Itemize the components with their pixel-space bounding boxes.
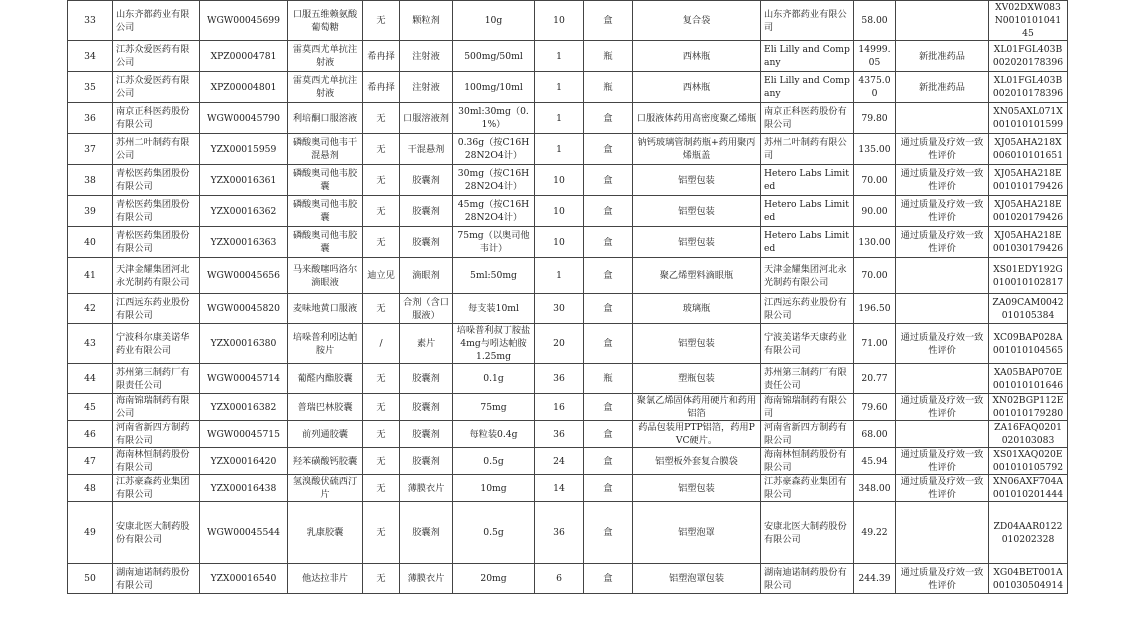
- cell-pack: 玻璃瓶: [633, 294, 761, 324]
- cell-no: 41: [68, 258, 113, 294]
- cell-form: 素片: [400, 324, 453, 364]
- cell-note: 通过质量及疗效一致性评价: [896, 196, 989, 227]
- table-row: [68, 421, 1068, 448]
- cell-form: 薄膜衣片: [400, 564, 453, 594]
- cell-brand: 无: [363, 394, 400, 421]
- cell-no: 47: [68, 448, 113, 475]
- cell-price: 49.22: [854, 502, 896, 564]
- cell-pack: 聚氯乙烯固体药用硬片和药用铝箔: [633, 394, 761, 421]
- cell-id: XL01FGL403B002010178396: [989, 72, 1068, 103]
- cell-unit: 瓶: [584, 72, 633, 103]
- cell-mfr: 江苏豪森药业集团有限公司: [761, 475, 854, 502]
- cell-id: XS01XAQ020E001010105792: [989, 448, 1068, 475]
- cell-note: [896, 364, 989, 394]
- cell-unit: 盒: [584, 475, 633, 502]
- cell-spec: 每支装10ml: [453, 294, 535, 324]
- cell-code: YZX00015959: [200, 134, 288, 165]
- cell-form: 干混悬剂: [400, 134, 453, 165]
- table-body: [68, 1, 1068, 594]
- cell-note: 新批准药品: [896, 41, 989, 72]
- cell-mfr: 安康北医大制药股份有限公司: [761, 502, 854, 564]
- cell-brand: 无: [363, 196, 400, 227]
- cell-spec: 10mg: [453, 475, 535, 502]
- cell-note: 新批准药品: [896, 72, 989, 103]
- cell-no: 37: [68, 134, 113, 165]
- cell-qty: 1: [535, 134, 584, 165]
- cell-company: 山东齐都药业有限公司: [113, 1, 200, 41]
- cell-qty: 30: [535, 294, 584, 324]
- cell-qty: 1: [535, 41, 584, 72]
- cell-company: 湖南迪诺制药股份有限公司: [113, 564, 200, 594]
- cell-spec: 500mg/50ml: [453, 41, 535, 72]
- cell-spec: 30ml:30mg（0.1%）: [453, 103, 535, 134]
- cell-spec: 75mg: [453, 394, 535, 421]
- cell-spec: 0.5g: [453, 448, 535, 475]
- cell-id: XL01FGL403B002020178396: [989, 41, 1068, 72]
- cell-note: [896, 294, 989, 324]
- cell-spec: 75mg（以奥司他韦计）: [453, 227, 535, 258]
- cell-price: 20.77: [854, 364, 896, 394]
- cell-qty: 16: [535, 394, 584, 421]
- cell-company: 河南省新四方制药有限公司: [113, 421, 200, 448]
- cell-note: 通过质量及疗效一致性评价: [896, 394, 989, 421]
- cell-mfr: 南京正科医药股份有限公司: [761, 103, 854, 134]
- cell-id: XJ05AHA218E001010179426: [989, 165, 1068, 196]
- cell-pack: 复合袋: [633, 1, 761, 41]
- cell-mfr: 宁波美诺华天康药业有限公司: [761, 324, 854, 364]
- cell-company: 天津金耀集团河北永光制药有限公司: [113, 258, 200, 294]
- cell-price: 196.50: [854, 294, 896, 324]
- cell-no: 49: [68, 502, 113, 564]
- cell-brand: 无: [363, 364, 400, 394]
- cell-no: 34: [68, 41, 113, 72]
- cell-price: 130.00: [854, 227, 896, 258]
- cell-company: 海南锦瑞制药有限公司: [113, 394, 200, 421]
- table-row: [68, 364, 1068, 394]
- cell-company: 江苏众爱医药有限公司: [113, 72, 200, 103]
- cell-qty: 10: [535, 196, 584, 227]
- cell-note: 通过质量及疗效一致性评价: [896, 165, 989, 196]
- cell-price: 14999.05: [854, 41, 896, 72]
- cell-code: YZX00016361: [200, 165, 288, 196]
- cell-mfr: 山东齐都药业有限公司: [761, 1, 854, 41]
- cell-mfr: Hetero Labs Limited: [761, 165, 854, 196]
- cell-no: 46: [68, 421, 113, 448]
- cell-qty: 1: [535, 72, 584, 103]
- cell-drug: 马来酸噻吗洛尔滴眼液: [288, 258, 363, 294]
- table-row: [68, 564, 1068, 594]
- cell-pack: 西林瓶: [633, 72, 761, 103]
- cell-form: 胶囊剂: [400, 196, 453, 227]
- cell-mfr: 江西远东药业股份有限公司: [761, 294, 854, 324]
- cell-code: YZX00016362: [200, 196, 288, 227]
- table-row: [68, 324, 1068, 364]
- cell-id: ZD04AAR0122010202328: [989, 502, 1068, 564]
- cell-brand: /: [363, 324, 400, 364]
- cell-brand: 无: [363, 165, 400, 196]
- cell-brand: 无: [363, 294, 400, 324]
- table-row: [68, 103, 1068, 134]
- cell-unit: 盒: [584, 196, 633, 227]
- cell-unit: 盒: [584, 103, 633, 134]
- cell-price: 79.60: [854, 394, 896, 421]
- cell-pack: 铝塑板外套复合膜袋: [633, 448, 761, 475]
- cell-qty: 14: [535, 475, 584, 502]
- cell-form: 胶囊剂: [400, 394, 453, 421]
- cell-pack: 铝塑包装: [633, 227, 761, 258]
- cell-form: 胶囊剂: [400, 364, 453, 394]
- cell-pack: 铝塑包装: [633, 165, 761, 196]
- cell-mfr: 天津金耀集团河北永光制药有限公司: [761, 258, 854, 294]
- cell-drug: 前列通胶囊: [288, 421, 363, 448]
- cell-drug: 麦味地黄口服液: [288, 294, 363, 324]
- table-row: [68, 227, 1068, 258]
- cell-code: WGW00045790: [200, 103, 288, 134]
- cell-id: XC09BAP028A001010104565: [989, 324, 1068, 364]
- cell-brand: 无: [363, 1, 400, 41]
- cell-price: 71.00: [854, 324, 896, 364]
- cell-code: YZX00016420: [200, 448, 288, 475]
- cell-unit: 盒: [584, 227, 633, 258]
- table-row: [68, 134, 1068, 165]
- cell-company: 江西远东药业股份有限公司: [113, 294, 200, 324]
- cell-note: 通过质量及疗效一致性评价: [896, 475, 989, 502]
- cell-pack: 口服液体药用高密度聚乙烯瓶: [633, 103, 761, 134]
- cell-code: XPZ00004801: [200, 72, 288, 103]
- cell-mfr: 海南锦瑞制药有限公司: [761, 394, 854, 421]
- cell-drug: 他达拉非片: [288, 564, 363, 594]
- cell-code: WGW00045656: [200, 258, 288, 294]
- cell-qty: 36: [535, 364, 584, 394]
- cell-mfr: Hetero Labs Limited: [761, 196, 854, 227]
- cell-unit: 瓶: [584, 41, 633, 72]
- cell-mfr: 苏州二叶制药有限公司: [761, 134, 854, 165]
- cell-mfr: 河南省新四方制药有限公司: [761, 421, 854, 448]
- cell-qty: 36: [535, 421, 584, 448]
- cell-qty: 20: [535, 324, 584, 364]
- cell-brand: 无: [363, 502, 400, 564]
- cell-qty: 1: [535, 258, 584, 294]
- cell-id: XN06AXF704A001010201444: [989, 475, 1068, 502]
- cell-company: 青松医药集团股份有限公司: [113, 227, 200, 258]
- drug-price-table: [67, 0, 1068, 594]
- cell-pack: 塑瓶包装: [633, 364, 761, 394]
- cell-form: 滴眼剂: [400, 258, 453, 294]
- cell-unit: 盒: [584, 1, 633, 41]
- cell-unit: 瓶: [584, 364, 633, 394]
- cell-form: 胶囊剂: [400, 165, 453, 196]
- cell-note: 通过质量及疗效一致性评价: [896, 134, 989, 165]
- cell-spec: 0.5g: [453, 502, 535, 564]
- cell-code: YZX00016438: [200, 475, 288, 502]
- cell-brand: 无: [363, 448, 400, 475]
- cell-unit: 盒: [584, 564, 633, 594]
- cell-drug: 普瑞巴林胶囊: [288, 394, 363, 421]
- cell-mfr: Eli Lilly and Company: [761, 72, 854, 103]
- cell-note: 通过质量及疗效一致性评价: [896, 324, 989, 364]
- cell-brand: 无: [363, 103, 400, 134]
- table-row: [68, 41, 1068, 72]
- cell-form: 合剂（含口服液）: [400, 294, 453, 324]
- cell-company: 宁波科尔康美诺华药业有限公司: [113, 324, 200, 364]
- cell-unit: 盒: [584, 258, 633, 294]
- cell-unit: 盒: [584, 448, 633, 475]
- cell-pack: 铝塑泡罩: [633, 502, 761, 564]
- cell-note: 通过质量及疗效一致性评价: [896, 227, 989, 258]
- cell-unit: 盒: [584, 165, 633, 196]
- cell-qty: 24: [535, 448, 584, 475]
- cell-code: YZX00016382: [200, 394, 288, 421]
- cell-brand: 无: [363, 227, 400, 258]
- cell-no: 42: [68, 294, 113, 324]
- cell-company: 江苏众爱医药有限公司: [113, 41, 200, 72]
- table-row: [68, 72, 1068, 103]
- cell-company: 江苏豪森药业集团有限公司: [113, 475, 200, 502]
- cell-form: 胶囊剂: [400, 227, 453, 258]
- cell-id: XJ05AHA218X006010101651: [989, 134, 1068, 165]
- cell-form: 胶囊剂: [400, 448, 453, 475]
- cell-unit: 盒: [584, 394, 633, 421]
- cell-unit: 盒: [584, 421, 633, 448]
- cell-no: 48: [68, 475, 113, 502]
- cell-id: XN02BGP112E001010179280: [989, 394, 1068, 421]
- cell-spec: 0.1g: [453, 364, 535, 394]
- cell-no: 39: [68, 196, 113, 227]
- cell-brand: 希冉择: [363, 41, 400, 72]
- cell-code: XPZ00004781: [200, 41, 288, 72]
- cell-spec: 培哚普利叔丁胺盐4mg与吲达帕胺1.25mg: [453, 324, 535, 364]
- cell-price: 45.94: [854, 448, 896, 475]
- cell-form: 颗粒剂: [400, 1, 453, 41]
- cell-mfr: 湖南迪诺制药股份有限公司: [761, 564, 854, 594]
- cell-form: 注射液: [400, 72, 453, 103]
- cell-price: 135.00: [854, 134, 896, 165]
- cell-unit: 盒: [584, 134, 633, 165]
- cell-brand: 无: [363, 475, 400, 502]
- cell-no: 38: [68, 165, 113, 196]
- cell-brand: 无: [363, 134, 400, 165]
- cell-code: YZX00016380: [200, 324, 288, 364]
- cell-brand: 无: [363, 421, 400, 448]
- cell-unit: 盒: [584, 324, 633, 364]
- cell-spec: 30mg（按C16H28N2O4计）: [453, 165, 535, 196]
- cell-brand: 迪立见: [363, 258, 400, 294]
- cell-company: 苏州二叶制药有限公司: [113, 134, 200, 165]
- cell-no: 50: [68, 564, 113, 594]
- cell-id: ZA09CAM0042010105384: [989, 294, 1068, 324]
- cell-price: 4375.00: [854, 72, 896, 103]
- cell-id: ZA16FAQ0201020103083: [989, 421, 1068, 448]
- cell-pack: 钠钙玻璃管制药瓶+药用聚丙烯瓶盖: [633, 134, 761, 165]
- cell-brand: 希冉择: [363, 72, 400, 103]
- cell-company: 海南林恒制药股份有限公司: [113, 448, 200, 475]
- cell-spec: 100mg/10ml: [453, 72, 535, 103]
- table-row: [68, 258, 1068, 294]
- cell-pack: 铝塑包装: [633, 475, 761, 502]
- cell-form: 注射液: [400, 41, 453, 72]
- cell-qty: 1: [535, 103, 584, 134]
- cell-drug: 雷莫西尤单抗注射液: [288, 72, 363, 103]
- cell-qty: 36: [535, 502, 584, 564]
- cell-spec: 每粒装0.4g: [453, 421, 535, 448]
- cell-unit: 盒: [584, 294, 633, 324]
- cell-no: 45: [68, 394, 113, 421]
- cell-note: [896, 103, 989, 134]
- table-row: [68, 1, 1068, 41]
- cell-company: 青松医药集团股份有限公司: [113, 165, 200, 196]
- cell-qty: 10: [535, 165, 584, 196]
- table-row: [68, 165, 1068, 196]
- cell-unit: 盒: [584, 502, 633, 564]
- table-row: [68, 196, 1068, 227]
- cell-code: WGW00045714: [200, 364, 288, 394]
- cell-code: WGW00045820: [200, 294, 288, 324]
- cell-no: 36: [68, 103, 113, 134]
- cell-no: 44: [68, 364, 113, 394]
- cell-spec: 45mg（按C16H28N2O4计）: [453, 196, 535, 227]
- cell-drug: 羟苯磺酸钙胶囊: [288, 448, 363, 475]
- cell-form: 薄膜衣片: [400, 475, 453, 502]
- cell-qty: 10: [535, 227, 584, 258]
- cell-pack: 铝塑包装: [633, 324, 761, 364]
- cell-drug: 雷莫西尤单抗注射液: [288, 41, 363, 72]
- cell-note: [896, 502, 989, 564]
- cell-pack: 聚乙烯塑料滴眼瓶: [633, 258, 761, 294]
- cell-code: YZX00016540: [200, 564, 288, 594]
- table-row: [68, 502, 1068, 564]
- cell-spec: 0.36g（按C16H28N2O4计）: [453, 134, 535, 165]
- cell-no: 43: [68, 324, 113, 364]
- cell-note: [896, 258, 989, 294]
- cell-form: 胶囊剂: [400, 421, 453, 448]
- cell-drug: 口服五维赖氨酸葡萄糖: [288, 1, 363, 41]
- cell-id: XA05BAP070E001010101646: [989, 364, 1068, 394]
- cell-no: 35: [68, 72, 113, 103]
- cell-qty: 10: [535, 1, 584, 41]
- cell-brand: 无: [363, 564, 400, 594]
- cell-drug: 利培酮口服溶液: [288, 103, 363, 134]
- cell-id: XV02DXW083N001010104145: [989, 1, 1068, 41]
- cell-company: 南京正科医药股份有限公司: [113, 103, 200, 134]
- cell-code: WGW00045715: [200, 421, 288, 448]
- cell-id: XJ05AHA218E001030179426: [989, 227, 1068, 258]
- cell-code: YZX00016363: [200, 227, 288, 258]
- cell-form: 口服溶液剂: [400, 103, 453, 134]
- cell-note: 通过质量及疗效一致性评价: [896, 564, 989, 594]
- cell-drug: 葡醛内酯胶囊: [288, 364, 363, 394]
- cell-drug: 氢溴酸伏硫西汀片: [288, 475, 363, 502]
- table-row: [68, 448, 1068, 475]
- cell-qty: 6: [535, 564, 584, 594]
- cell-pack: 药品包装用PTP铝箔，药用PVC硬片。: [633, 421, 761, 448]
- cell-drug: 培哚普利吲达帕胺片: [288, 324, 363, 364]
- cell-id: XS01EDY192G010010102817: [989, 258, 1068, 294]
- cell-price: 90.00: [854, 196, 896, 227]
- cell-code: WGW00045699: [200, 1, 288, 41]
- table-row: [68, 294, 1068, 324]
- cell-mfr: Hetero Labs Limited: [761, 227, 854, 258]
- cell-id: XJ05AHA218E001020179426: [989, 196, 1068, 227]
- cell-spec: 20mg: [453, 564, 535, 594]
- cell-price: 79.80: [854, 103, 896, 134]
- cell-drug: 磷酸奥司他韦胶囊: [288, 165, 363, 196]
- cell-code: WGW00045544: [200, 502, 288, 564]
- cell-note: [896, 1, 989, 41]
- cell-price: 348.00: [854, 475, 896, 502]
- cell-note: 通过质量及疗效一致性评价: [896, 448, 989, 475]
- cell-pack: 西林瓶: [633, 41, 761, 72]
- cell-id: XG04BET001A001030504914: [989, 564, 1068, 594]
- table-row: [68, 475, 1068, 502]
- cell-price: 58.00: [854, 1, 896, 41]
- cell-price: 70.00: [854, 258, 896, 294]
- cell-no: 40: [68, 227, 113, 258]
- cell-mfr: 海南林恒制药股份有限公司: [761, 448, 854, 475]
- cell-drug: 乳康胶囊: [288, 502, 363, 564]
- cell-pack: 铝塑包装: [633, 196, 761, 227]
- cell-company: 青松医药集团股份有限公司: [113, 196, 200, 227]
- cell-no: 33: [68, 1, 113, 41]
- cell-spec: 5ml:50mg: [453, 258, 535, 294]
- cell-note: [896, 421, 989, 448]
- cell-drug: 磷酸奥司他韦胶囊: [288, 196, 363, 227]
- cell-drug: 磷酸奥司他韦干混悬剂: [288, 134, 363, 165]
- cell-pack: 铝塑泡罩包装: [633, 564, 761, 594]
- table-row: [68, 394, 1068, 421]
- cell-company: 苏州第三制药厂有限责任公司: [113, 364, 200, 394]
- cell-id: XN05AXL071X001010101599: [989, 103, 1068, 134]
- cell-mfr: 苏州第三制药厂有限责任公司: [761, 364, 854, 394]
- cell-price: 70.00: [854, 165, 896, 196]
- cell-form: 胶囊剂: [400, 502, 453, 564]
- cell-spec: 10g: [453, 1, 535, 41]
- cell-price: 244.39: [854, 564, 896, 594]
- cell-mfr: Eli Lilly and Company: [761, 41, 854, 72]
- cell-drug: 磷酸奥司他韦胶囊: [288, 227, 363, 258]
- cell-price: 68.00: [854, 421, 896, 448]
- cell-company: 安康北医大制药股份有限公司: [113, 502, 200, 564]
